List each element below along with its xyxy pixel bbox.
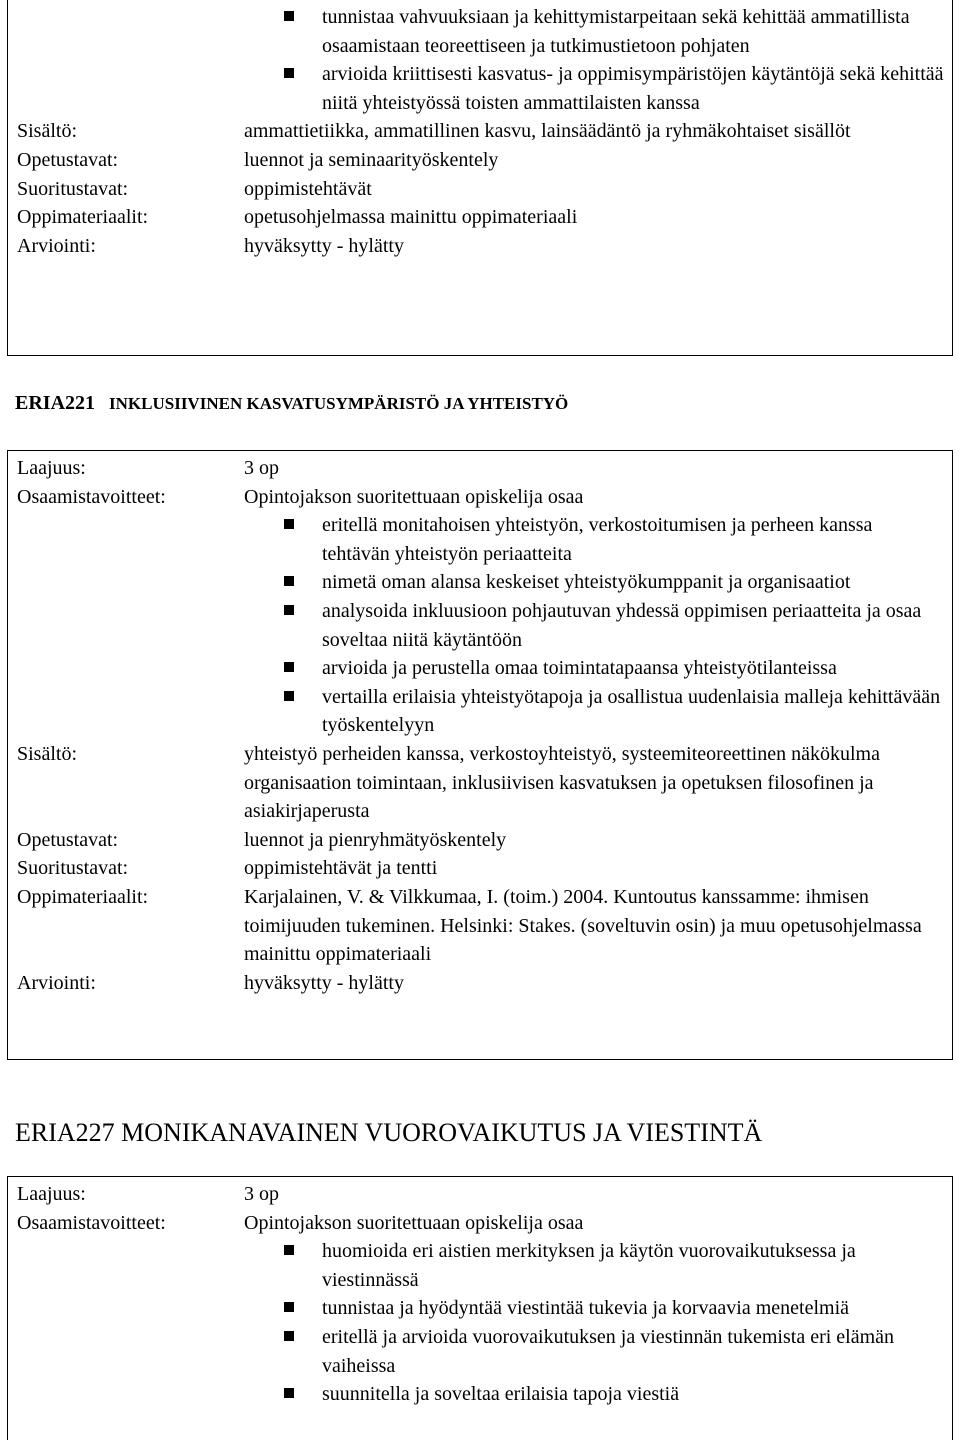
objective-item: tunnistaa ja hyödyntää viestintää tukevia ja korvaavia menetelmiä bbox=[244, 1294, 944, 1323]
square-bullet-icon bbox=[284, 11, 294, 21]
objective-item: eritellä monitahoisen yhteistyön, verkostoitumisen ja perheen kanssa tehtävän yhteistyön periaatteita bbox=[244, 511, 944, 568]
row-sisalto bbox=[8, 117, 952, 146]
field-label: Suoritustavat: bbox=[17, 177, 129, 200]
field-label: Sisältö: bbox=[17, 120, 78, 143]
field-label: Sisältö: bbox=[17, 742, 78, 765]
row-sisalto bbox=[8, 740, 952, 826]
field-value: oppimistehtävät bbox=[244, 177, 372, 200]
field-label: Suoritustavat: bbox=[17, 857, 129, 880]
field-label: Laajuus: bbox=[17, 457, 86, 479]
objectives-intro: Opintojakson suoritettuaan opiskelija osaa bbox=[244, 485, 584, 508]
course-table-eria227 bbox=[7, 1176, 953, 1440]
square-bullet-icon bbox=[284, 691, 294, 701]
field-label: Arviointi: bbox=[17, 234, 96, 257]
square-bullet-icon bbox=[284, 68, 294, 78]
objective-item: huomioida eri aistien merkityksen ja käytön vuorovaikutuksessa ja viestinnässä bbox=[244, 1237, 944, 1294]
field-value: yhteistyö perheiden kanssa, verkostoyhteistyö, systeemiteoreettinen näkökulma organisaation toimintaan, inklusiivisen kasvatuksen ja opetuksen filosofinen ja asiakirjaperusta bbox=[244, 742, 880, 823]
course-code: ERIA221 bbox=[15, 392, 96, 414]
objectives-list bbox=[244, 511, 944, 740]
objective-item: vertailla erilaisia yhteistyötapoja ja osallistua uudenlaisia malleja kehittävään työskentelyyn bbox=[244, 683, 944, 740]
field-label: Opetustavat: bbox=[17, 148, 119, 171]
row-arviointi bbox=[8, 232, 952, 261]
objectives-intro: Opintojakson suoritettuaan opiskelija osaa bbox=[244, 1211, 584, 1234]
row-laajuus bbox=[8, 451, 952, 483]
field-value: 3 op bbox=[244, 1183, 279, 1205]
label-spacer bbox=[8, 3, 244, 117]
objective-item: arvioida ja perustella omaa toimintatapaansa yhteistyötilanteissa bbox=[244, 654, 944, 683]
row-arviointi bbox=[8, 969, 952, 998]
objective-item: arvioida kriittisesti kasvatus- ja oppimisympäristöjen käytäntöjä sekä kehittää niitä yhteistyössä toisten ammattilaisten kanssa bbox=[244, 60, 944, 117]
field-value: hyväksytty - hylätty bbox=[244, 234, 404, 257]
field-label: Osaamistavoitteet: bbox=[17, 1211, 166, 1234]
course-heading bbox=[15, 392, 568, 415]
row-oppimateriaalit bbox=[8, 203, 952, 232]
row-suoritustavat bbox=[8, 854, 952, 883]
objective-item: tunnistaa vahvuuksiaan ja kehittymistarpeitaan sekä kehittää ammatillista osaamistaan teoreettiseen ja tutkimustietoon pohjaten bbox=[244, 3, 944, 60]
field-value: opetusohjelmassa mainittu oppimateriaali bbox=[244, 206, 578, 229]
course-table-previous bbox=[7, 0, 953, 356]
row-oppimateriaalit bbox=[8, 883, 952, 969]
field-value: luennot ja seminaarityöskentely bbox=[244, 148, 499, 171]
field-label: Opetustavat: bbox=[17, 828, 119, 851]
field-value: Karjalainen, V. & Vilkkumaa, I. (toim.) 2004. Kuntoutus kanssamme: ihmisen toimijuuden tukeminen. Helsinki: Stakes. (soveltuvin osin) ja muu opetusohjelmassa mainittu oppimateriaali bbox=[244, 885, 922, 966]
row-suoritustavat bbox=[8, 175, 952, 204]
row-osaamistavoitteet bbox=[8, 1209, 952, 1409]
row-opetustavat bbox=[8, 826, 952, 855]
course-heading: ERIA227 MONIKANAVAINEN VUOROVAIKUTUS JA VIESTINTÄ bbox=[15, 1118, 763, 1147]
field-value: luennot ja pienryhmätyöskentely bbox=[244, 828, 507, 851]
field-label: Arviointi: bbox=[17, 971, 96, 994]
objective-item: suunnitella ja soveltaa erilaisia tapoja viestiä bbox=[244, 1380, 944, 1409]
field-label: Laajuus: bbox=[17, 1183, 86, 1205]
field-value: 3 op bbox=[244, 457, 279, 479]
field-value: hyväksytty - hylätty bbox=[244, 971, 404, 994]
field-label: Osaamistavoitteet: bbox=[17, 485, 166, 508]
row-opetustavat bbox=[8, 146, 952, 175]
row-osaamistavoitteet bbox=[8, 483, 952, 740]
square-bullet-icon bbox=[284, 605, 294, 615]
square-bullet-icon bbox=[284, 1245, 294, 1255]
field-label: Oppimateriaalit: bbox=[17, 206, 149, 229]
objectives-list bbox=[244, 3, 944, 117]
row-laajuus bbox=[8, 1177, 952, 1209]
course-table-eria221 bbox=[7, 450, 953, 1060]
square-bullet-icon bbox=[284, 1302, 294, 1312]
course-title: INKLUSIIVINEN KASVATUSYMPÄRISTÖ JA YHTEISTYÖ bbox=[109, 394, 569, 413]
objective-item: analysoida inkluusioon pohjautuvan yhdessä oppimisen periaatteita ja osaa soveltaa niitä käytäntöön bbox=[244, 597, 944, 654]
square-bullet-icon bbox=[284, 1388, 294, 1398]
field-value: oppimistehtävät ja tentti bbox=[244, 857, 438, 880]
objective-item: nimetä oman alansa keskeiset yhteistyökumppanit ja organisaatiot bbox=[244, 568, 944, 597]
square-bullet-icon bbox=[284, 662, 294, 672]
field-label: Oppimateriaalit: bbox=[17, 885, 149, 908]
square-bullet-icon bbox=[284, 1331, 294, 1341]
square-bullet-icon bbox=[284, 576, 294, 586]
square-bullet-icon bbox=[284, 519, 294, 529]
field-value: ammattietiikka, ammatillinen kasvu, lainsäädäntö ja ryhmäkohtaiset sisällöt bbox=[244, 120, 851, 143]
objective-item: eritellä ja arvioida vuorovaikutuksen ja viestinnän tukemista eri elämän vaiheissa bbox=[244, 1323, 944, 1380]
objectives-list bbox=[244, 1237, 944, 1409]
